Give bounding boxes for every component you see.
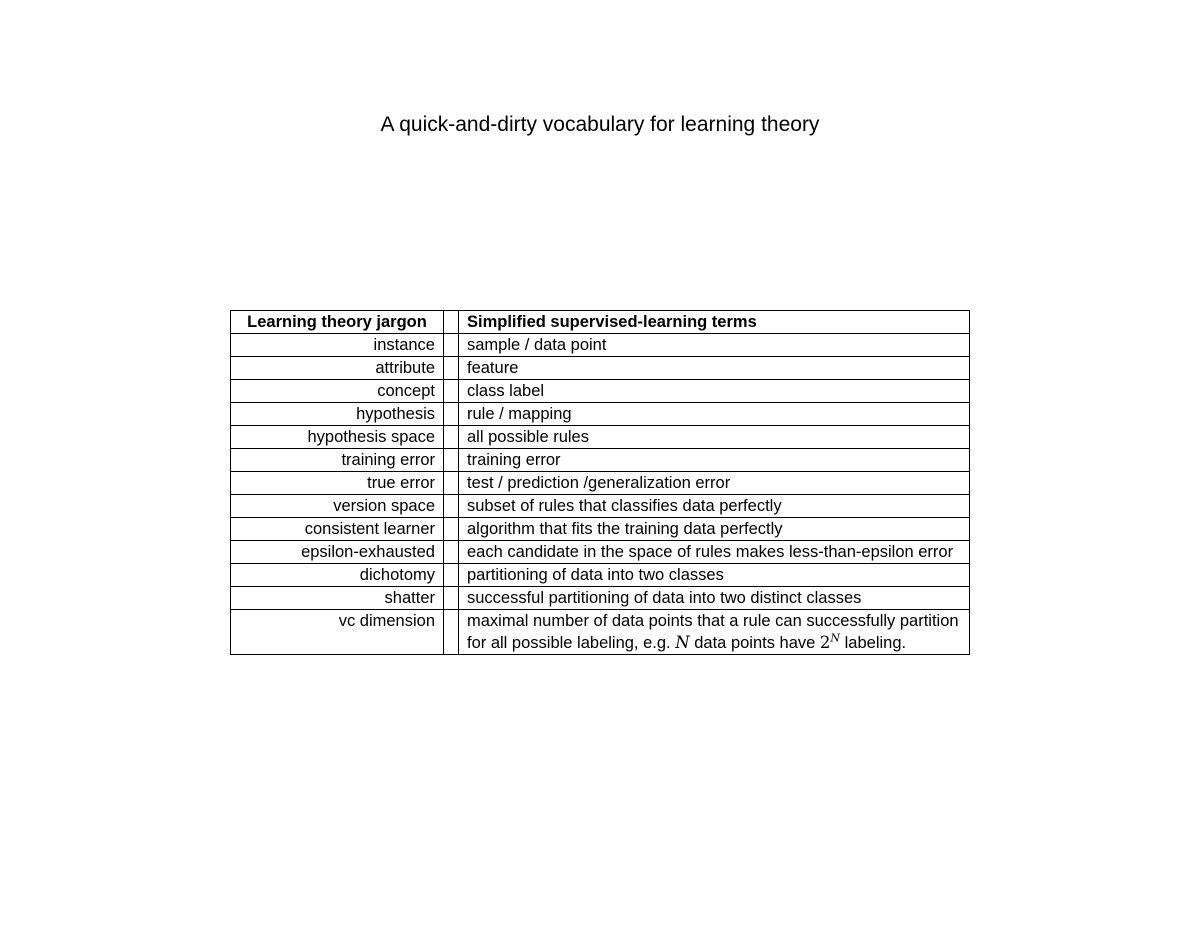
table-row bbox=[231, 357, 970, 380]
table-row bbox=[231, 495, 970, 518]
simple-cell: partitioning of data into two classes bbox=[459, 564, 970, 587]
spacer-cell bbox=[444, 564, 459, 587]
simple-cell: test / prediction /generalization error bbox=[459, 472, 970, 495]
spacer-cell bbox=[444, 357, 459, 380]
jargon-cell: epsilon-exhausted bbox=[231, 541, 444, 564]
jargon-cell: instance bbox=[231, 334, 444, 357]
table-row bbox=[231, 518, 970, 541]
jargon-cell: vc dimension bbox=[231, 610, 444, 655]
table-row bbox=[231, 380, 970, 403]
simple-cell: feature bbox=[459, 357, 970, 380]
table-row bbox=[231, 426, 970, 449]
simple-cell: rule / mapping bbox=[459, 403, 970, 426]
spacer-cell bbox=[444, 541, 459, 564]
simple-cell: sample / data point bbox=[459, 334, 970, 357]
header-simple: Simplified supervised-learning terms bbox=[459, 311, 970, 334]
jargon-cell: shatter bbox=[231, 587, 444, 610]
spacer-cell bbox=[444, 495, 459, 518]
text-segment: for all possible labeling, e.g. bbox=[467, 634, 676, 652]
simple-cell: training error bbox=[459, 449, 970, 472]
simple-line-1: maximal number of data points that a rule can successfully partition bbox=[467, 612, 959, 630]
table-row bbox=[231, 334, 970, 357]
simple-cell: class label bbox=[459, 380, 970, 403]
header-spacer bbox=[444, 311, 459, 334]
spacer-cell bbox=[444, 518, 459, 541]
spacer-cell bbox=[444, 403, 459, 426]
table-row bbox=[231, 564, 970, 587]
math-base: 2 bbox=[819, 633, 831, 652]
spacer-cell bbox=[444, 449, 459, 472]
simple-cell: successful partitioning of data into two distinct classes bbox=[459, 587, 970, 610]
table-row bbox=[231, 449, 970, 472]
simple-cell: each candidate in the space of rules makes less-than-epsilon error bbox=[459, 541, 970, 564]
table-row bbox=[231, 587, 970, 610]
jargon-cell: attribute bbox=[231, 357, 444, 380]
table-row-vc-dimension bbox=[231, 610, 970, 655]
table-row bbox=[231, 541, 970, 564]
simple-cell: all possible rules bbox=[459, 426, 970, 449]
spacer-cell bbox=[444, 380, 459, 403]
spacer-cell bbox=[444, 426, 459, 449]
page-title: A quick-and-dirty vocabulary for learning theory bbox=[380, 113, 820, 136]
table-row bbox=[231, 403, 970, 426]
jargon-cell: true error bbox=[231, 472, 444, 495]
math-variable: N bbox=[675, 633, 690, 652]
jargon-cell: hypothesis space bbox=[231, 426, 444, 449]
spacer-cell bbox=[444, 610, 459, 655]
jargon-cell: dichotomy bbox=[231, 564, 444, 587]
text-segment: data points have bbox=[689, 634, 820, 652]
jargon-cell: hypothesis bbox=[231, 403, 444, 426]
simple-cell: subset of rules that classifies data perfectly bbox=[459, 495, 970, 518]
simple-line-2 bbox=[467, 632, 961, 654]
table-header-row bbox=[231, 311, 970, 334]
jargon-cell: concept bbox=[231, 380, 444, 403]
spacer-cell bbox=[444, 334, 459, 357]
spacer-cell bbox=[444, 472, 459, 495]
jargon-cell: training error bbox=[231, 449, 444, 472]
text-segment: labeling. bbox=[840, 634, 907, 652]
spacer-cell bbox=[444, 587, 459, 610]
simple-cell-multiline bbox=[459, 610, 970, 655]
simple-cell: algorithm that fits the training data perfectly bbox=[459, 518, 970, 541]
jargon-cell: consistent learner bbox=[231, 518, 444, 541]
vocabulary-table bbox=[230, 310, 970, 655]
table-row bbox=[231, 472, 970, 495]
jargon-cell: version space bbox=[231, 495, 444, 518]
math-exponent: N bbox=[830, 631, 841, 645]
header-jargon: Learning theory jargon bbox=[231, 311, 444, 334]
